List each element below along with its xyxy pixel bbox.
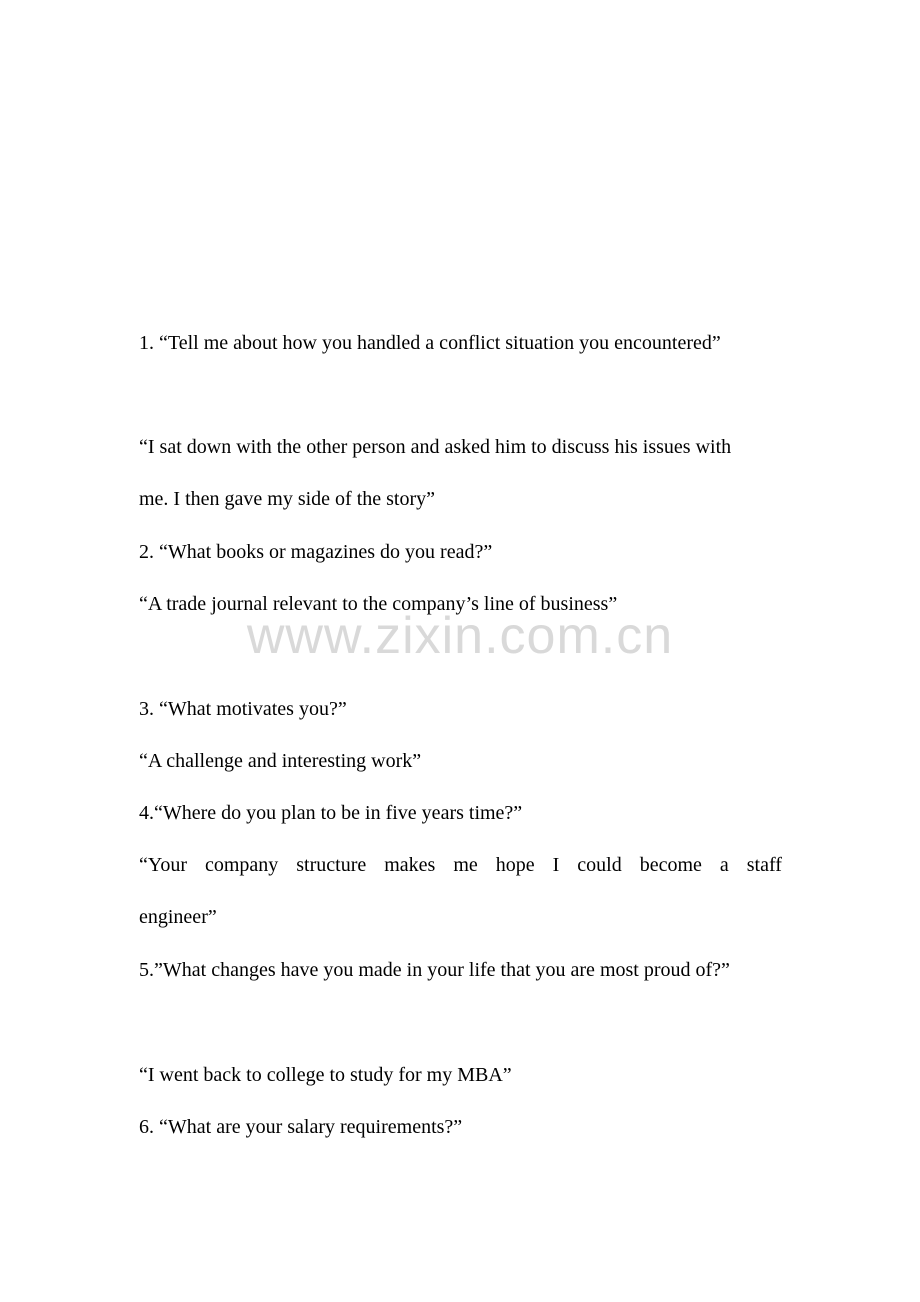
answer-5: “I went back to college to study for my MBA” [139,1064,512,1086]
answer-4-line-2: engineer” [139,906,217,928]
answer-4-word: could [577,854,622,876]
answer-1-line-2: me. I then gave my side of the story” [139,488,436,510]
answer-4-word: staff [746,854,782,876]
answer-4-word: structure [296,854,367,876]
answer-4-word: hope [495,854,535,876]
answer-4-word: become [639,854,702,876]
answer-4-line-1 [139,852,782,878]
answer-4-word: me [453,854,478,876]
question-6: 6. “What are your salary requirements?” [139,1116,463,1138]
answer-1-line-1: “I sat down with the other person and asked him to discuss his issues with [139,436,732,458]
answer-3: “A challenge and interesting work” [139,750,422,772]
answer-4-word: a [719,854,729,876]
question-2: 2. “What books or magazines do you read?” [139,541,493,563]
watermark: www.zixin.com.cn [246,607,674,665]
question-4: 4.“Where do you plan to be in five years time?” [139,802,523,824]
question-3: 3. “What motivates you?” [139,698,347,720]
answer-4-word: company [204,854,279,876]
question-5: 5.”What changes have you made in your life that you are most proud of?” [139,959,730,981]
question-1: 1. “Tell me about how you handled a conflict situation you encountered” [139,332,721,354]
answer-2: “A trade journal relevant to the company’s line of business” [139,593,618,615]
answer-4-word: makes [384,854,436,876]
answer-4-word: “Your [139,854,187,876]
answer-4-word: I [552,854,560,876]
